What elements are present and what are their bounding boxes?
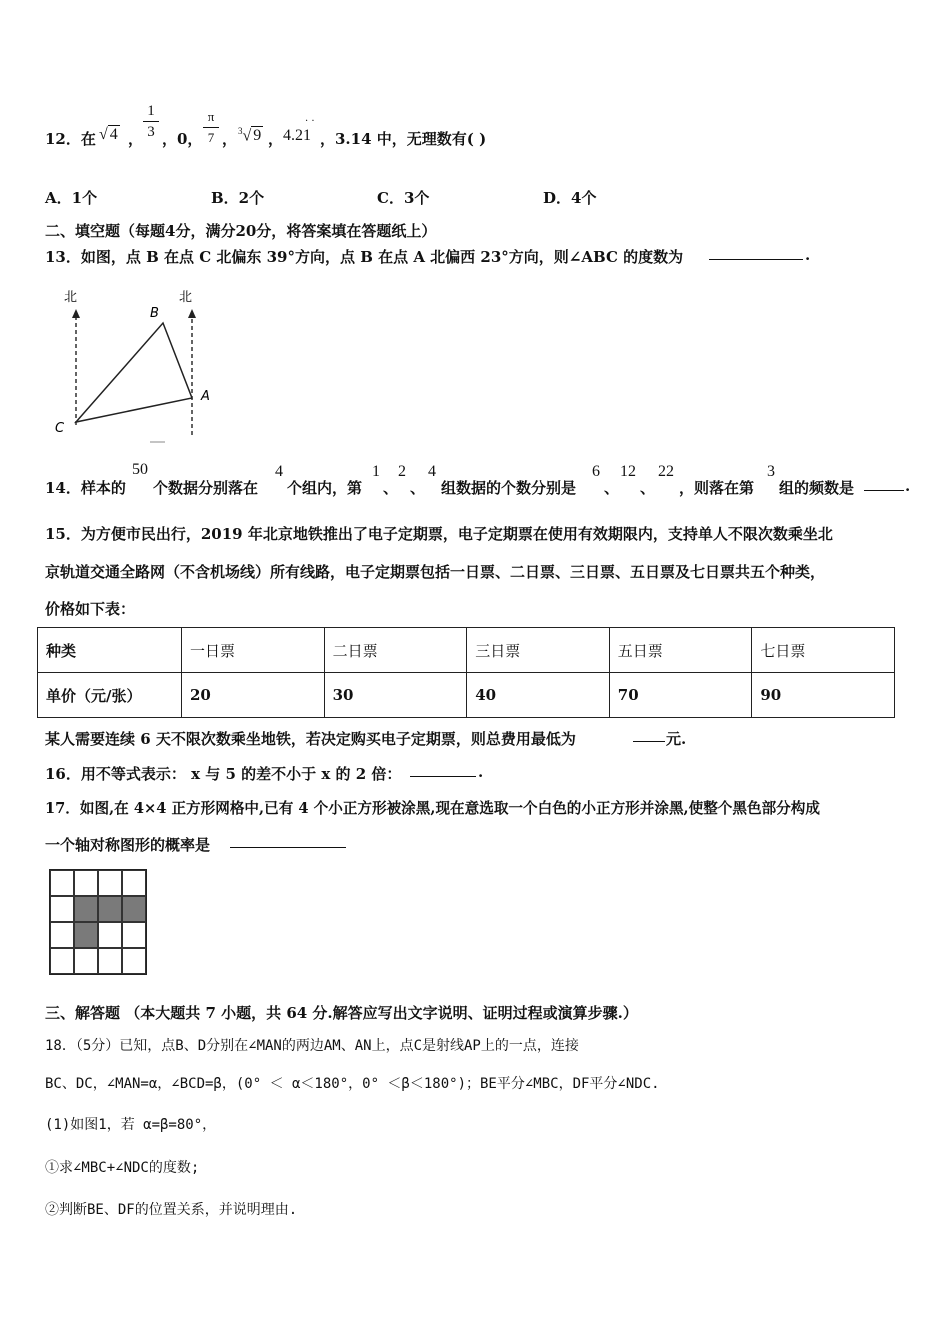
q14-number: 6 [592, 463, 600, 480]
q15-line: 京轨道交通全路网（不含机场线）所有线路，电子定期票包括一日票、二日票、三日票、五日票及七日票共五个种类， [45, 563, 826, 581]
north-arrow-right-icon [188, 309, 196, 318]
q14-text: 组数据的个数分别是 [441, 479, 577, 497]
repeating-decimal [283, 127, 311, 145]
q14-number: 2 [398, 463, 406, 480]
grid-cell [74, 948, 98, 974]
q14-text: 、 [604, 479, 620, 497]
q17-line: 一个轴对称图形的概率是 [45, 836, 211, 854]
option-d: D．4个 [543, 189, 597, 207]
north-label-right: 北 [179, 290, 193, 305]
table-row [38, 673, 895, 718]
grid-cell-filled [74, 922, 98, 948]
q13-end: . [805, 246, 811, 264]
grid-cell [122, 922, 146, 948]
q17-line: 17．如图,在 4×4 正方形网格中,已有 4 个小正方形被涂黑,现在意选取一个白色的小正方形并涂黑,使整个黑色部分构成 [45, 800, 820, 817]
q14-end: . [905, 477, 911, 495]
q15-question: 某人需要连续 6 天不限次数乘坐地铁，若决定购买电子定期票，则总费用最低为 [45, 730, 576, 748]
q18-subquestion-1: ①求∠MBC+∠NDC的度数; [45, 1160, 200, 1176]
q14-number: 12 [620, 463, 636, 480]
radical-sign-icon: √ [99, 126, 108, 143]
grid-cell-filled [122, 896, 146, 922]
grid-cell-filled [98, 896, 122, 922]
table-cell: 种类 [38, 628, 182, 673]
table-cell: 五日票 [609, 628, 752, 673]
square-grid-4x4 [49, 869, 147, 975]
grid-cell [122, 948, 146, 974]
grid-cell [98, 922, 122, 948]
q12-separator: ， [222, 130, 238, 148]
q18-subquestion-2: ②判断BE、DF的位置关系，并说明理由. [45, 1202, 298, 1218]
repeating-dots: . . [305, 113, 315, 124]
table-cell: 三日票 [467, 628, 610, 673]
q14-number: 50 [132, 461, 148, 478]
option-a: A．1个 [45, 189, 98, 207]
grid-cell [50, 948, 74, 974]
table-cell: 40 [467, 673, 610, 718]
q14-number: 22 [658, 463, 674, 480]
point-label-a: A [201, 389, 210, 404]
q12-prefix: 12．在 [45, 130, 96, 148]
q12-separator: ，0， [162, 130, 203, 148]
q12-separator: ， [128, 130, 144, 148]
q14-text: 、 [383, 479, 399, 497]
table-cell: 70 [609, 673, 752, 718]
q16-end: . [478, 763, 484, 781]
q18-part-1: (1)如图1，若 α=β=80°， [45, 1117, 217, 1133]
q15-line: 15．为方便市民出行，2019 年北京地铁推出了电子定期票，电子定期票在使用有效期限内，支持单人不限次数乘坐北 [45, 525, 833, 543]
q14-number: 3 [767, 463, 775, 480]
triangle-abc [76, 323, 192, 422]
grid-cell-filled [74, 896, 98, 922]
answer-blank [864, 477, 904, 495]
q14-text: ，则落在第 [679, 479, 755, 497]
q14-number: 4 [428, 463, 436, 480]
q14-text: 组的频数是 [779, 479, 855, 497]
table-header-row [38, 628, 895, 673]
grid-cell [50, 922, 74, 948]
radical-sign-icon: √ [242, 127, 252, 145]
q18-line: BC、DC，∠MAN=α，∠BCD=β，(0° ＜ α＜180°，0° ＜β＜180°)；BE平分∠MBC，DF平分∠NDC. [45, 1076, 660, 1092]
grid-cell [50, 870, 74, 896]
answer-blank [230, 834, 346, 852]
sqrt-argument: 4 [109, 126, 118, 143]
q14-text: 个组内，第 [287, 479, 363, 497]
q14-number: 1 [372, 463, 380, 480]
table-cell: 90 [752, 673, 895, 718]
fraction-pi-seventh: π 7 [203, 108, 219, 147]
grid-cell [98, 870, 122, 896]
q12-suffix: ，3.14 中，无理数有( ) [320, 130, 487, 148]
cube-root-argument: 9 [253, 127, 262, 145]
q15-end: 元. [666, 730, 687, 748]
table-cell: 20 [182, 673, 325, 718]
answer-blank [410, 763, 476, 781]
table-cell: 七日票 [752, 628, 895, 673]
compass-triangle-figure [40, 285, 230, 445]
table-cell: 单价（元/张） [38, 673, 182, 718]
table-cell: 一日票 [182, 628, 325, 673]
grid-cell [50, 896, 74, 922]
point-label-c: C [55, 421, 65, 436]
option-b: B．2个 [211, 189, 265, 207]
q14-text: 14．样本的 [45, 479, 126, 497]
grid-cell [74, 870, 98, 896]
cube-root-expression [238, 126, 263, 145]
q15-line: 价格如下表： [45, 600, 136, 618]
q18-line: 18．（5分）已知，点B、D分别在∠MAN的两边AM、AN上，点C是射线AP上的一点，连接 [45, 1038, 579, 1054]
answer-blank [709, 246, 803, 264]
section-3-heading: 三、解答题 （本大题共 7 小题，共 64 分.解答应写出文字说明、证明过程或演算步骤.） [45, 1004, 638, 1022]
repeating-decimal-value: 4.21 [283, 127, 311, 144]
q14-text: 、 [410, 479, 426, 497]
root-index: 3 [238, 126, 243, 136]
q14-text: 个数据分别落在 [153, 479, 259, 497]
table-cell: 30 [324, 673, 467, 718]
north-label-left: 北 [64, 290, 78, 305]
price-table [37, 627, 895, 718]
q14-number: 4 [275, 463, 283, 480]
grid-cell [98, 948, 122, 974]
q13-text: 13．如图，点 B 在点 C 北偏东 39°方向，点 B 在点 A 北偏西 23°方向，则∠ABC 的度数为 [45, 248, 684, 266]
grid-cell [122, 870, 146, 896]
section-2-heading: 二、填空题（每题4分，满分20分，将答案填在答题纸上） [45, 222, 437, 240]
fraction-one-third: 1 3 [143, 102, 159, 141]
option-c: C．3个 [377, 189, 430, 207]
q14-text: 、 [640, 479, 656, 497]
answer-blank [633, 728, 665, 746]
q16-text: 16．用不等式表示： x 与 5 的差不小于 x 的 2 倍： [45, 765, 402, 783]
point-label-b: B [150, 306, 159, 321]
sqrt-expression [99, 126, 120, 144]
q12-separator: ， [268, 130, 284, 148]
north-arrow-left-icon [72, 309, 80, 318]
table-cell: 二日票 [324, 628, 467, 673]
